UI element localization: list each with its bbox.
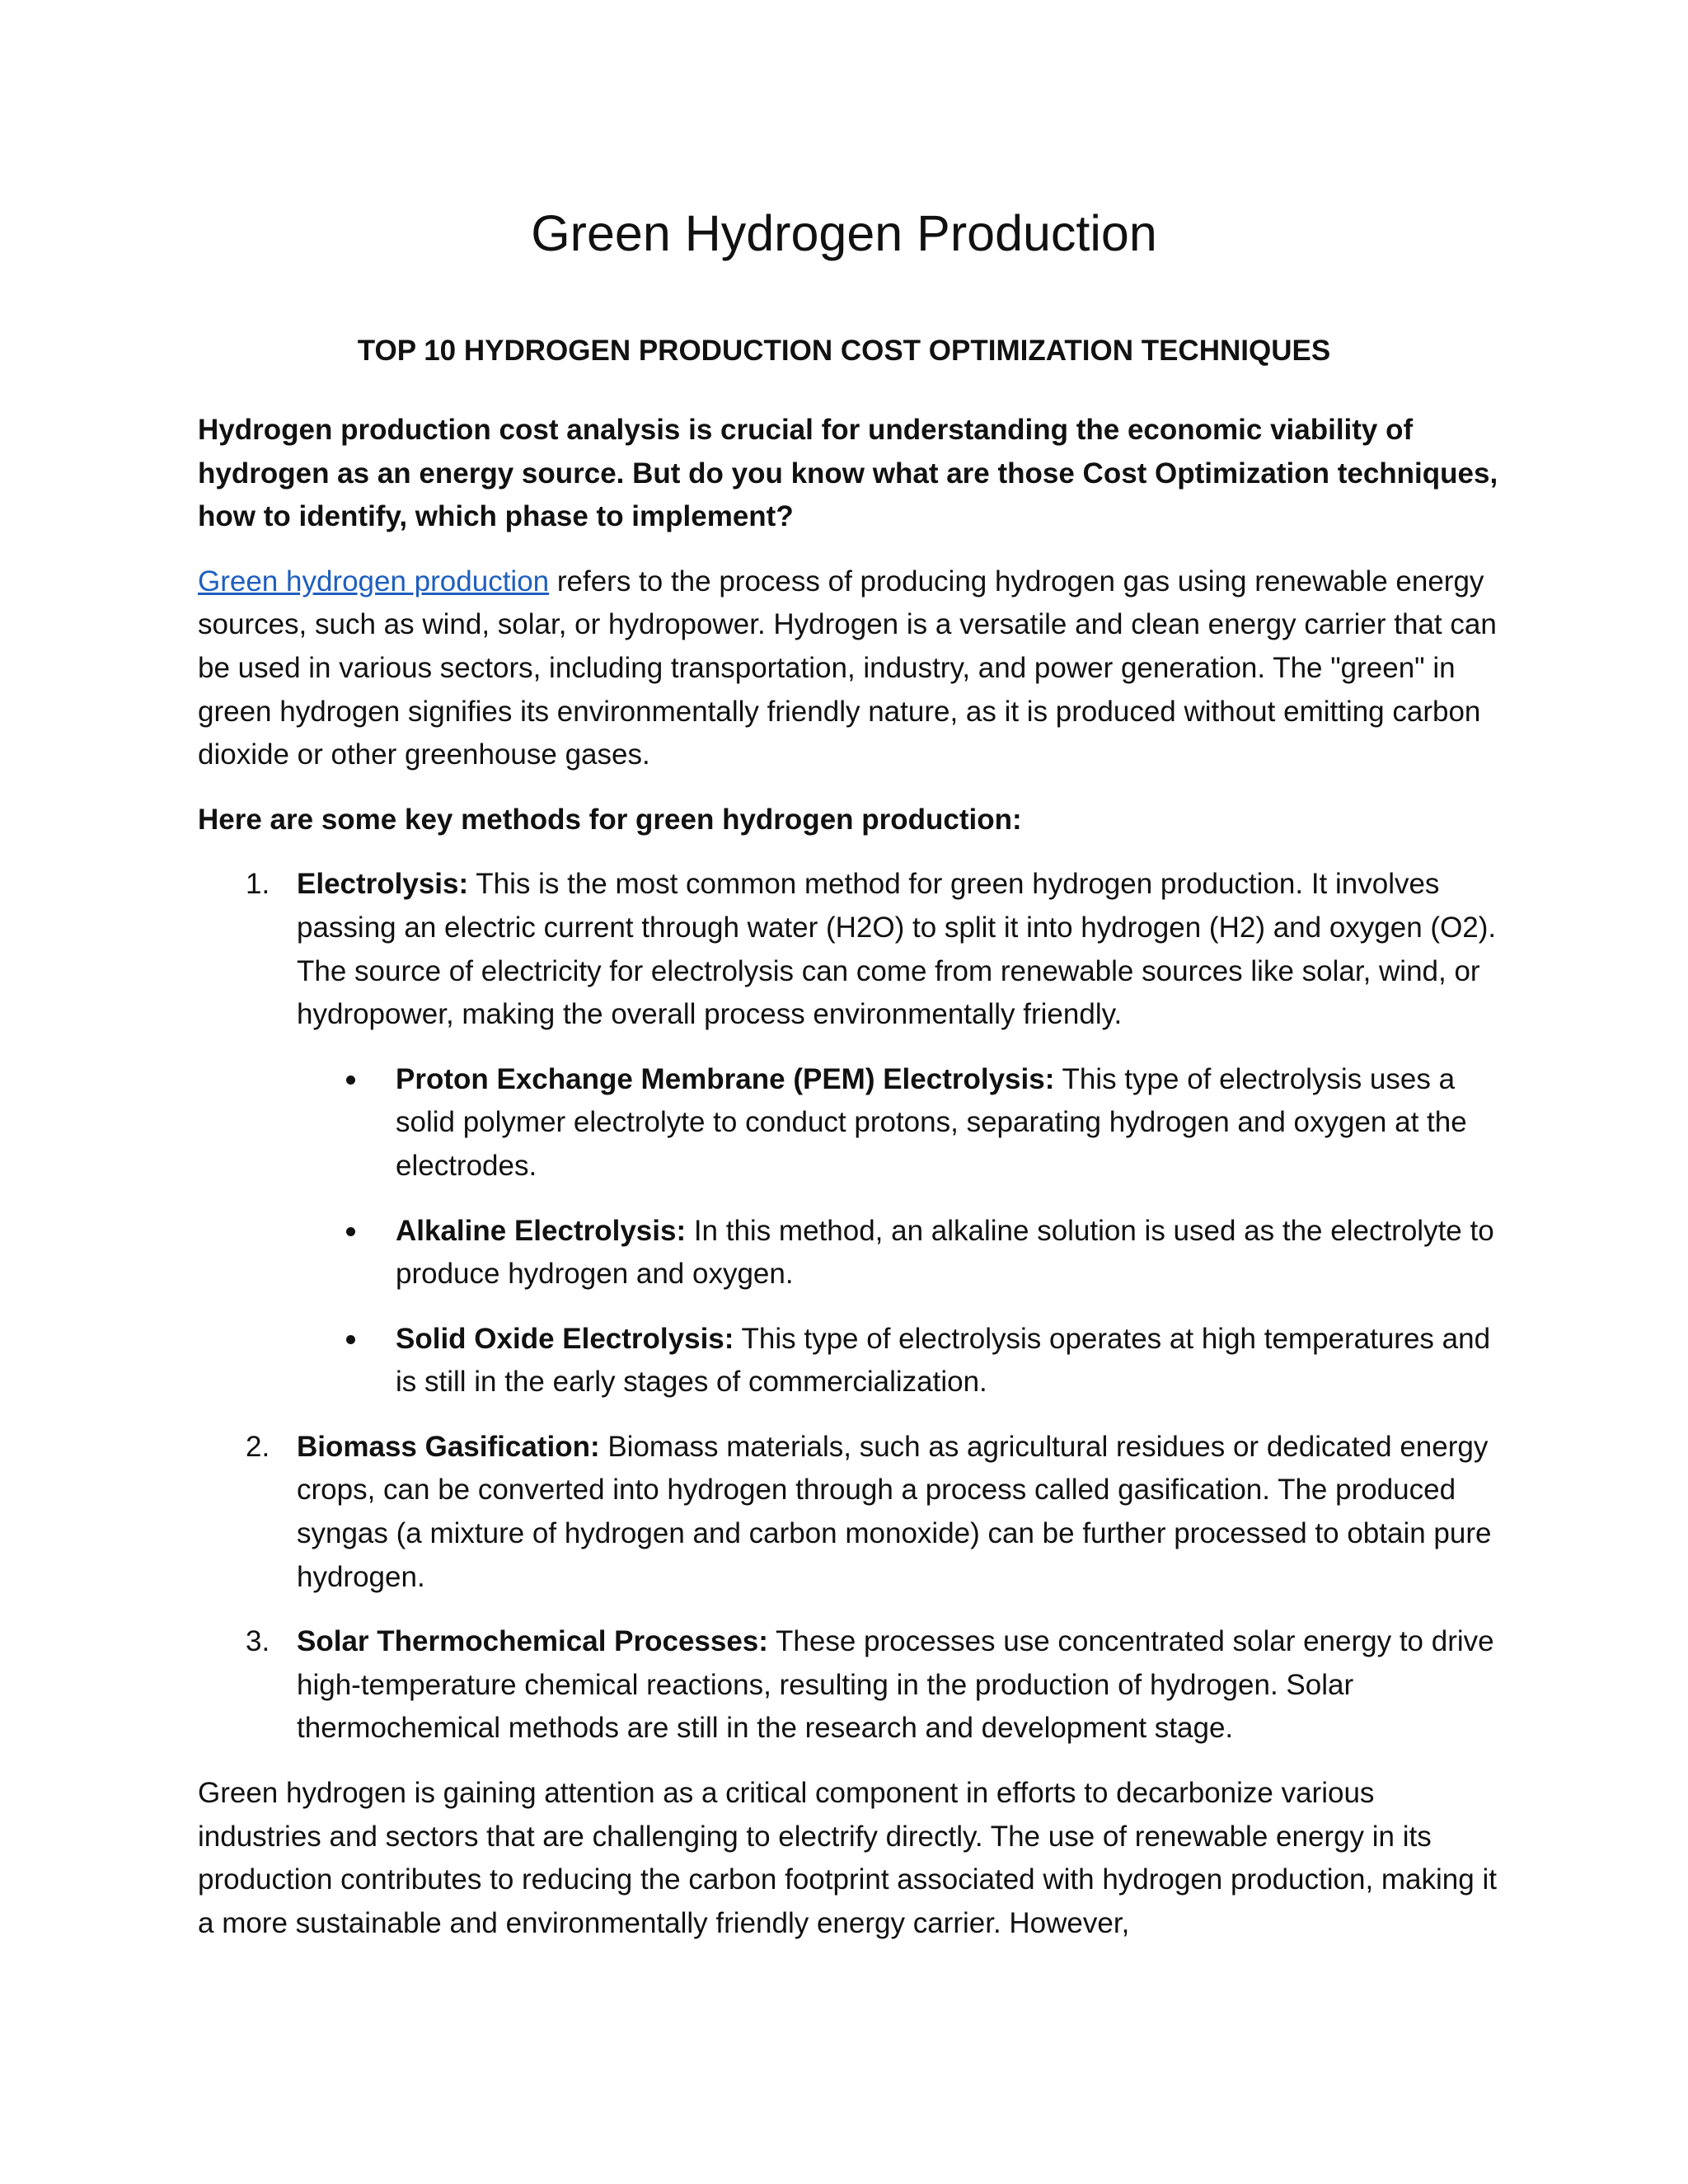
method-text: Biomass materials, such as agricultural residues or dedicated energy crops, can be converted into hydrogen through a process called gasification. The produced syngas (a mixture of hydrogen and carbon monoxide) can be further processed to obtain pure hydrogen. bbox=[297, 1430, 1492, 1593]
document-body bbox=[198, 409, 1500, 1966]
subitem-text: This type of electrolysis uses a solid polymer electrolyte to conduct protons, separating hydrogen and oxygen at the electrodes. bbox=[396, 1062, 1467, 1182]
list-number: 1. bbox=[246, 868, 270, 901]
bullet-icon bbox=[346, 1227, 355, 1236]
intro-paragraph: Hydrogen production cost analysis is crucial for understanding the economic viability of hydrogen as an energy source. But do you know what are those Cost Optimization techniques, how to identify, which phase to implement? bbox=[198, 414, 1498, 533]
electrolysis-types-list bbox=[297, 1058, 1500, 1404]
definition-paragraph bbox=[198, 560, 1500, 777]
method-text: These processes use concentrated solar energy to drive high-temperature chemical reactions, resulting in the production of hydrogen. Solar thermochemical methods are still in the research and development stage. bbox=[297, 1625, 1494, 1745]
subitem-text: In this method, an alkaline solution is used as the electrolyte to produce hydrogen and oxygen. bbox=[396, 1214, 1494, 1291]
methods-heading: Here are some key methods for green hydrogen production: bbox=[198, 803, 1022, 836]
method-item-electrolysis bbox=[198, 863, 1500, 1404]
subitem-solid-oxide bbox=[297, 1318, 1500, 1404]
method-term: Electrolysis: bbox=[297, 868, 469, 901]
document-subtitle: TOP 10 HYDROGEN PRODUCTION COST OPTIMIZATION TECHNIQUES bbox=[357, 335, 1331, 367]
green-hydrogen-link[interactable]: Green hydrogen production bbox=[198, 565, 550, 598]
bullet-icon bbox=[346, 1335, 355, 1344]
subitem-term: Alkaline Electrolysis: bbox=[396, 1214, 687, 1247]
definition-text: refers to the process of producing hydrogen gas using renewable energy sources, such as wind, solar, or hydropower. Hydrogen is a versatile and clean energy carrier that can be used in various sectors, including transportation, industry, and power generation. The "green" in green hydrogen signifies its environmentally friendly nature, as it is produced without emitting carbon dioxide or other greenhouse gases. bbox=[198, 565, 1497, 771]
bullet-icon bbox=[346, 1076, 355, 1085]
subitem-term: Solid Oxide Electrolysis: bbox=[396, 1322, 734, 1355]
method-text: This is the most common method for green hydrogen production. It involves passing an electric current through water (H2O) to split it into hydrogen (H2) and oxygen (O2). The source of electricity for electrolysis can come from renewable sources like solar, wind, or hydropower, making the overall process environmentally friendly. bbox=[297, 868, 1497, 1031]
closing-paragraph: Green hydrogen is gaining attention as a critical component in efforts to decarbonize various industries and sectors that are challenging to electrify directly. The use of renewable energy in its production contributes to reducing the carbon footprint associated with hydrogen production, making it a more sustainable and environmentally friendly energy carrier. However, bbox=[198, 1777, 1497, 1939]
document-title: Green Hydrogen Production bbox=[531, 205, 1157, 261]
method-item-solar-thermochemical bbox=[198, 1620, 1500, 1750]
subitem-term: Proton Exchange Membrane (PEM) Electrolysis: bbox=[396, 1062, 1055, 1095]
methods-list bbox=[198, 863, 1500, 1750]
list-number: 3. bbox=[246, 1625, 270, 1658]
method-term: Solar Thermochemical Processes: bbox=[297, 1625, 768, 1658]
subitem-pem bbox=[297, 1058, 1500, 1188]
subitem-text: This type of electrolysis operates at high temperatures and is still in the early stages of commercialization. bbox=[396, 1322, 1491, 1399]
subitem-alkaline bbox=[297, 1210, 1500, 1296]
list-number: 2. bbox=[246, 1430, 270, 1463]
method-term: Biomass Gasification: bbox=[297, 1430, 600, 1463]
method-item-biomass bbox=[198, 1426, 1500, 1599]
